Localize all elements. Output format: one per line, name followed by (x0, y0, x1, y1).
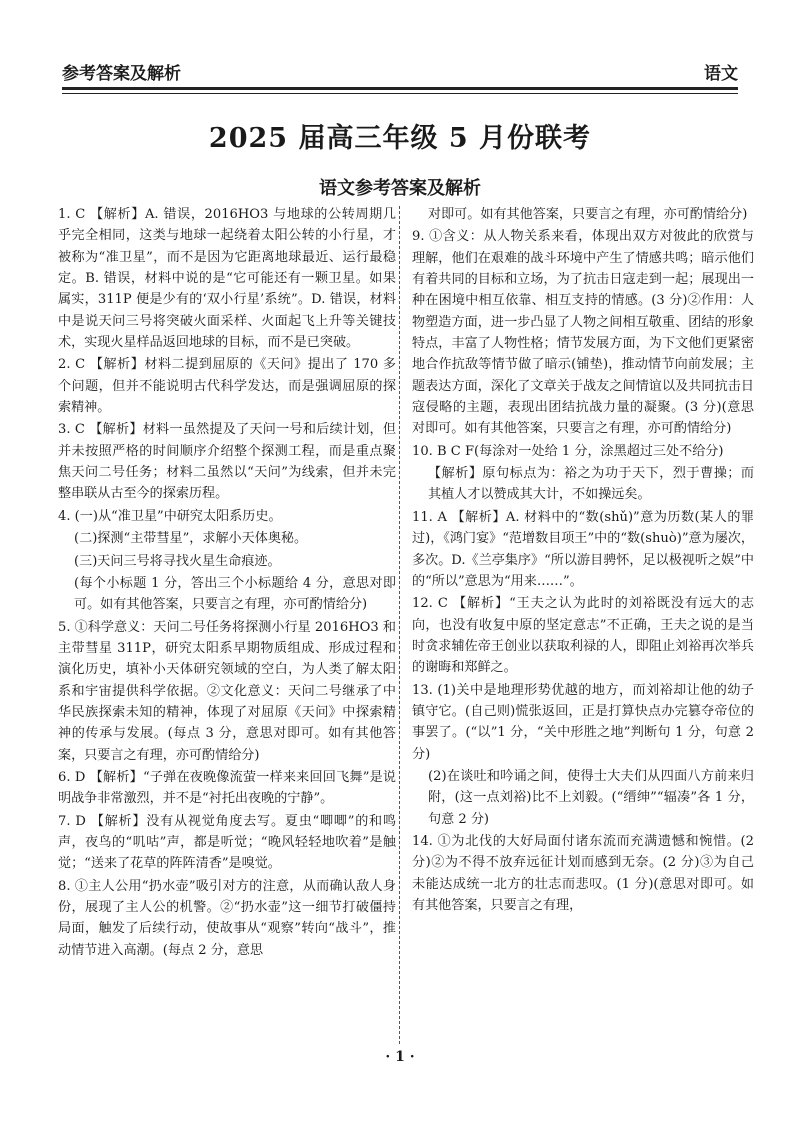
answer-item-2: 2. C 【解析】材料二提到屈原的《天问》提出了 170 多个问题，但并不能说明古代科学发达，而是强调屈原的探索精神。 (58, 357, 396, 416)
answer-item-14: 14. ①为北伐的大好局面付诸东流而充满遗憾和惋惜。(2 分)②为不得不放弃远征计划而感到无奈。(2 分)③为自己未能达成统一北方的壮志而悲叹。(1 分)(意思对即可。如有其他答案，只要言之有理， (412, 833, 754, 913)
answer-item-4-part-2: (二)探测“主带彗星”，求解小天体奥秘。 (74, 531, 308, 547)
header-left-label: 参考答案及解析 (62, 64, 181, 84)
answer-item-13-part-2: (2)在谈吐和吟诵之间，使得士大夫们从四面八方前来归附，(这一点刘裕)比不上刘毅。(“缙绅”“辐凑”各 1 分，句意 2 分) (428, 768, 754, 827)
page-title: 2025 届高三年级 5 月份联考 (208, 123, 592, 154)
answer-item-8-continued: 对即可。如有其他答案，只要言之有理，亦可酌情给分) (428, 207, 748, 222)
answer-item-12: 12. C 【解析】“王夫之认为此时的刘裕既没有远大的志向，也没有收复中原的坚定意志”不正确，王夫之说的是当时贪求辅佐帝王创业以获取利禄的人，即阻止刘裕再次举兵的谢晦和郑鲜之。 (412, 596, 754, 676)
answer-item-1: 1. C 【解析】A. 错误，2016HO3 与地球的公转周期几乎完全相同，这类与地球一起绕着太阳公转的小行星，才被称为“准卫星”，而不是因为它距离地球最近、运行最稳定。B. 错误，材料中说的是“它可能还有一颗卫星。如果属实，311P 便是少有的‘双小行星’系统”。D. 错误，材料中是说天问三号将突破火面采样、火面起飞上升等关键技术，实现火星样品返回地球的目标，而不是已突破。 (58, 207, 396, 351)
answer-item-5: 5. ①科学意义：天问二号任务将探测小行星 2016HO3 和主带彗星 311P，研究太阳系早期物质组成、形成过程和演化历史，填补小天体研究领域的空白，为人类了解太阳系和宇宙提供科学依据。②文化意义：天问二号继承了中华民族探索未知的精神，体现了对屈原《天问》中探索精神的传承与发展。(每点 3 分，意思对即可。如有其他答案，只要言之有理，亦可酌情给分) (58, 619, 396, 763)
page-number: · 1 · (385, 1049, 415, 1065)
running-header (62, 54, 738, 90)
answer-item-4-scoring: (每个小标题 1 分，答出三个小标题给 4 分，意思对即可。如有其他答案，只要言之有理，亦可酌情给分) (74, 575, 396, 613)
answer-item-11: 11. A 【解析】A. 材料中的“数(shǔ)”意为历数(某人的罪过)，《鸿门宴》“范增数目项王”中的“数(shuò)”意为屡次，多次。D.《兰亭集序》“所以游目骋怀，足以极视听之娱”中的“所以”意思为“用来……”。 (412, 509, 754, 589)
answer-item-13-part-1: 13. (1)关中是地理形势优越的地方，而刘裕却让他的幼子镇守它。(自己则)慌张返回，正是打算快点办完篡夺帝位的事罢了。(“以”1 分，“关中形胜之地”判断句 1 分，句意 2 分) (412, 682, 754, 762)
answer-item-10: 10. B C F(每涂对一处给 1 分，涂黑超过三处不给分) (412, 443, 724, 459)
header-rule (62, 93, 738, 94)
answer-item-7: 7. D 【解析】没有从视觉角度去写。夏虫“唧唧”的和鸣声，夜鸟的“叽咕”声，都是听觉；“晚风轻轻地吹着”是触觉；“送来了花草的阵阵清香”是嗅觉。 (58, 813, 396, 872)
answer-item-4-part-1: 4. (一)从“准卫星”中研究太阳系历史。 (58, 508, 282, 524)
answer-item-10-analysis: 【解析】原句标点为：裕之为功于天下，烈于曹操；而其植人才以赞成其大计，不如操远矣。 (428, 466, 754, 503)
right-column (412, 204, 754, 917)
page-subtitle: 语文参考答案及解析 (319, 178, 481, 199)
answer-item-8: 8. ①主人公用“扔水壶”吸引对方的注意，从而确认敌人身份，展现了主人公的机警。②“扔水壶”这一细节打破僵持局面，触发了后续行动，使故事从“观察”转向“战斗”，推动情节进入高潮。(每点 2 分，意思 (58, 878, 396, 958)
answer-item-9: 9. ①含义：从人物关系来看，体现出双方对彼此的欣赏与理解，他们在艰难的战斗环境中产生了情感共鸣；暗示他们有着共同的目标和立场，为了抗击日寇走到一起；展现出一种在困境中相互依靠、相互支持的情感。(3 分)②作用：人物塑造方面，进一步凸显了人物之间相互敬重、团结的形象特点，丰富了人物性格；情节发展方面，为下文他们更紧密地合作抗敌等情节做了暗示(铺垫)，推动情节向前发展；主题表达方面，深化了文章关于战友之间情谊以及共同抗击日寇侵略的主题，表现出团结抗战力量的凝聚。(3 分)(意思对即可。如有其他答案，只要言之有理，亦可酌情给分) (412, 229, 754, 437)
answer-item-3: 3. C 【解析】材料一虽然提及了天问一号和后续计划，但并未按照严格的时间顺序介绍整个探测工程，而是重点聚焦天问二号任务；材料二虽然以“天问”为线索，但并未完整串联从古至今的探索历程。 (58, 422, 396, 502)
left-column (58, 204, 396, 962)
answer-item-4-part-3: (三)天问三号将寻找火星生命痕迹。 (74, 553, 281, 569)
header-subject-label: 语文 (704, 64, 738, 84)
answer-item-6: 6. D 【解析】“子弹在夜晚像流萤一样来来回回飞舞”是说明战争非常激烈，并不是“衬托出夜晚的宁静”。 (58, 769, 396, 807)
column-divider (399, 206, 400, 1044)
